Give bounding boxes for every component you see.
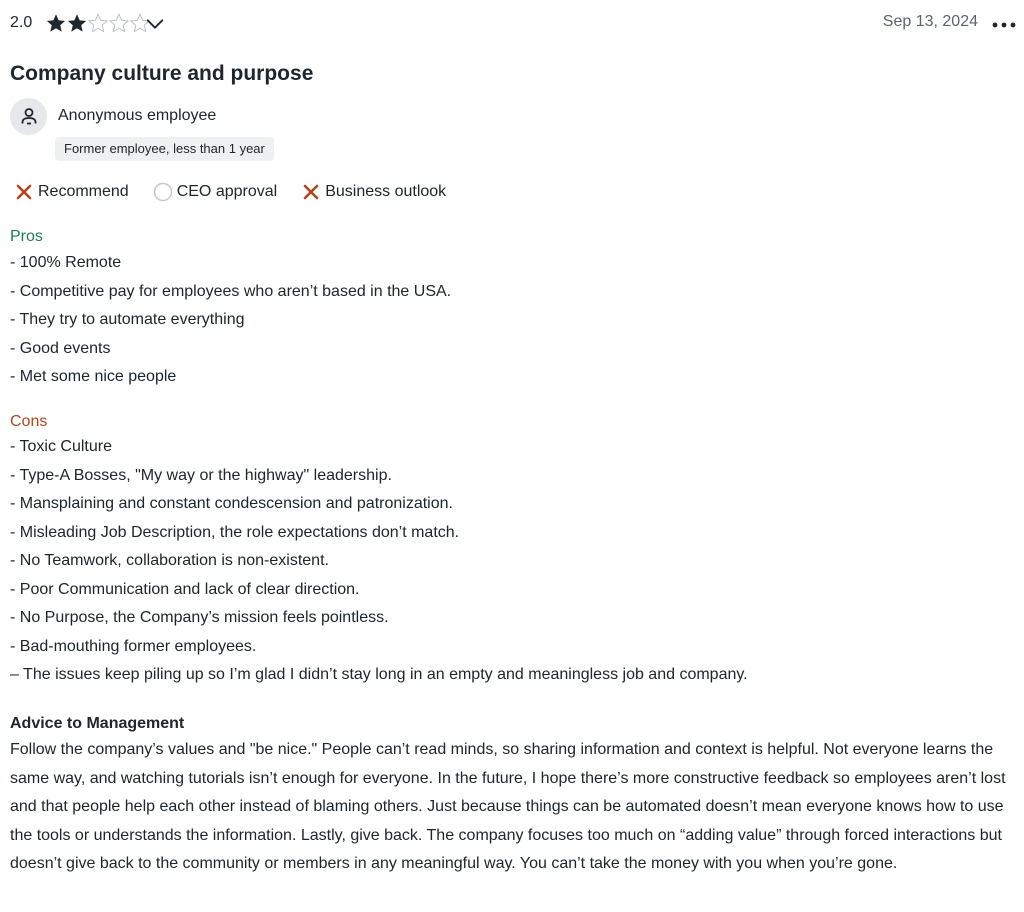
indicator-ceo-approval [153,182,278,202]
employment-status-badge: Former employee, less than 1 year [55,137,274,161]
list-item: - Good events [10,339,111,357]
rating-indicators [14,182,470,202]
list-item: - Mansplaining and constant condescension and patronization. [10,495,453,512]
star-rating[interactable] [45,12,150,34]
indicator-label: Business outlook [325,183,447,200]
author-name: Anonymous employee [58,107,217,124]
x-icon [14,182,34,202]
pros-heading: Pros [10,228,43,245]
pros-list [10,249,451,392]
rating-value[interactable]: 2.0 [10,14,33,31]
indicator-recommend [14,182,129,202]
circle-icon [153,182,173,202]
indicator-label: Recommend [38,183,129,200]
list-item: - Bad-mouthing former employees. [10,637,257,655]
star-empty-icon [108,12,130,34]
avatar [10,98,47,135]
list-item: - Poor Communication and lack of clear direction. [10,580,360,598]
user-icon [19,106,39,126]
more-options-icon[interactable] [990,12,1020,34]
list-item: - Type-A Bosses, "My way or the highway" leadership. [10,466,392,484]
review-title[interactable]: Company culture and purpose [10,62,314,85]
list-item: - Misleading Job Description, the role expectations don’t match. [10,523,460,541]
list-item: - They try to automate everything [10,311,245,328]
indicator-label: CEO approval [176,183,278,200]
advice-text: Follow the company’s values and "be nice." People can’t read minds, so sharing information and context is helpful. Not everyone learns the same way, and watching tutorials isn’t enough for everyone. In the future, I hope there’s more constructive feedback so employees aren’t lost and that people help each other instead of blaming others. Just because things can be automated doesn’t mean everyone knows how to use the tools or understands the information. Lastly, give back. The company focuses too much on “adding value” through forced interactions but doesn’t give back to the community or members in any meaningful way. You can’t take the money with you when you’re gone. [10,741,1006,872]
star-icon [66,12,88,34]
list-item: - No Purpose, the Company’s mission feels pointless. [10,609,389,626]
list-item: - No Teamwork, collaboration is non-existent. [10,552,329,569]
list-item: - Competitive pay for employees who aren’t based in the USA. [10,282,452,300]
list-item: - Met some nice people [10,368,177,385]
list-item: - Toxic Culture [10,438,112,455]
review-date: Sep 13, 2024 [882,13,978,30]
star-icon [45,12,67,34]
cons-list [10,433,748,690]
review-header [10,10,1020,38]
advice-heading: Advice to Management [10,715,185,732]
cons-heading: Cons [10,413,48,430]
list-item: - 100% Remote [10,254,122,271]
x-icon [301,182,321,202]
list-item: – The issues keep piling up so I’m glad I didn’t stay long in an empty and meaningless job and company. [10,666,748,683]
star-empty-icon [87,12,109,34]
indicator-business-outlook [301,182,446,202]
chevron-down-icon[interactable] [144,13,166,35]
